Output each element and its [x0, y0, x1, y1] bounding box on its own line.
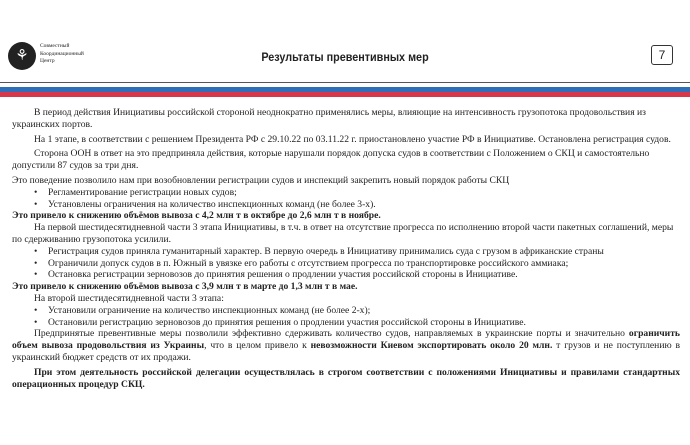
document-body: [12, 107, 680, 390]
text: , что в целом привело к: [204, 340, 311, 352]
bold-text: При этом деятельность российской делегации осуществлялась в строгом соответствии с положениями Инициативы и правилами стандартных операционных процедур СКЦ.: [12, 366, 680, 390]
page-title: Результаты превентивных мер: [261, 50, 429, 64]
list-item: • Остановили регистрацию зерновозов до принятия решения о продлении участия российской стороны в Инициативе.: [34, 317, 680, 329]
paragraph: На 1 этапе, в соответствии с решением Президента РФ с 29.10.22 по 03.11.22 г. приостановлено участие РФ в Инициативе. Остановлена регистрация судов.: [34, 133, 671, 145]
bullet-list: [12, 305, 680, 329]
paragraph: [12, 328, 680, 363]
bullet-list: [12, 246, 680, 281]
paragraph: На второй шестидесятидневной части 3 этапа:: [34, 292, 224, 304]
logo-line: Совместный: [40, 43, 70, 49]
list-item: • Остановка регистрации зерновозов до принятия решения о продлении участия российской стороны в Инициативе.: [34, 269, 680, 281]
page-number: 7: [651, 45, 673, 65]
bold-text: невозможности Киевом экспортировать около 20 млн.: [310, 340, 553, 352]
result-statement: [12, 210, 680, 222]
paragraph: На первой шестидесятидневной части 3 этапа Инициативы, в т.ч. в ответ на отсутствие прогресса по исполнению второй части пакетных соглашений, меры по сдерживанию грузопотока усилили.: [12, 222, 674, 245]
text: т грузов и не поступлению в украинский бюджет средств от их продажи.: [12, 340, 680, 363]
paragraph: Это поведение позволило нам при возобновлении регистрации судов и инспекций закрепить новый порядок работы СКЦ: [12, 174, 510, 186]
text: Предпринятые превентивные меры позволили эффективно сдерживать количество судов, направляемых в украинские порты и значительно: [34, 328, 629, 340]
paragraph: В период действия Инициативы российской стороной неоднократно применялись меры, влияющие на интенсивность грузопотока продовольствия из украинских портов.: [12, 107, 646, 130]
result-statement: [12, 281, 680, 293]
closing-statement: [12, 367, 680, 391]
list-item: • Установили ограничение на количество инспекционных команд (не более 2-х);: [34, 305, 680, 317]
bold-text: Это привело к снижению объёмов вывоза с 3,9 млн т в марте до 1,3 млн т в мае.: [12, 281, 358, 293]
bold-text: Это привело к снижению объёмов вывоза с 4,2 млн т в октябре до 2,6 млн т в ноябре.: [12, 210, 381, 222]
list-item: • Ограничили допуск судов в п. Южный в увязке его работы с отсутствием прогресса по транспортировке российского аммиака;: [34, 258, 680, 270]
bold-text: ограничить объем вывоза продовольствия из Украины: [12, 328, 680, 352]
flag-stripe: [0, 82, 690, 97]
list-item: • Регистрация судов приняла гуманитарный характер. В первую очередь в Инициативу принимались суда с грузом в африканские страны: [34, 246, 680, 258]
logo-line: Центр: [40, 58, 55, 64]
bullet-list: [12, 187, 680, 211]
list-item: • Установлены ограничения на количество инспекционных команд (не более 3-х).: [34, 199, 680, 211]
wheat-logo-icon: ⚘: [8, 42, 36, 70]
flag-red: [0, 92, 690, 97]
list-item: • Регламентирование регистрации новых судов;: [34, 187, 680, 199]
logo-line: Координационный: [40, 50, 84, 57]
paragraph: Сторона ООН в ответ на это предприняла действия, которые нарушали порядок допуска судов в соответствии с Положением о СКЦ и самостоятельно допустили 87 судов за три дня.: [12, 148, 650, 172]
